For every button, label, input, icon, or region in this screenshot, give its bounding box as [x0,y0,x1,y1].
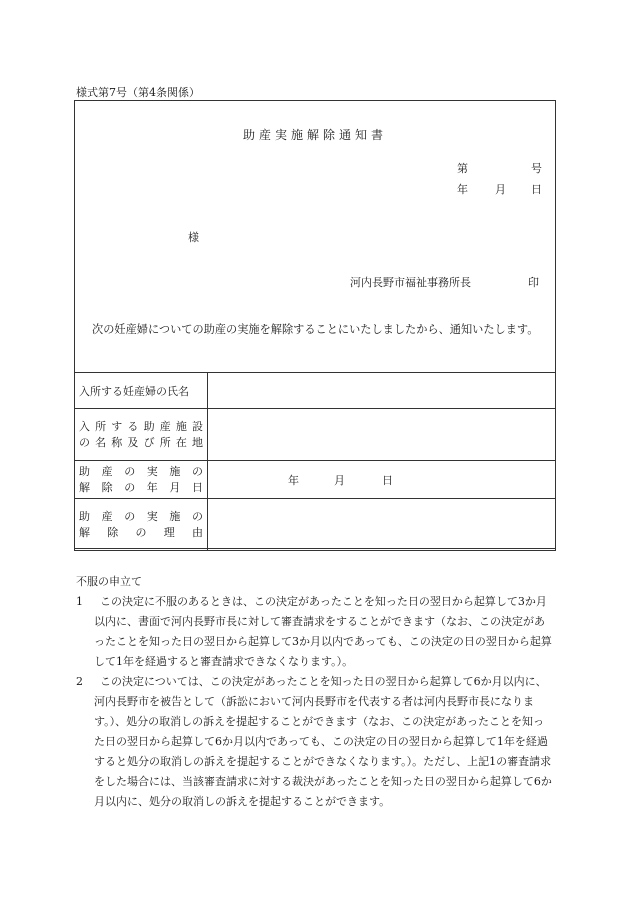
cancel-date-label-line-1: 助 産 の 実 施 の [79,464,203,478]
appeal-item-1 [76,592,554,672]
row-label-reason [75,499,208,551]
appeal-item-number: 2 [76,675,83,688]
row-value-name[interactable] [208,373,556,409]
cancel-date-month: 月 [334,473,345,487]
appeal-item-2 [76,672,554,812]
cancel-date-year: 年 [288,473,299,487]
row-label-facility [75,409,208,461]
table-row [75,409,556,461]
notice-body: 次の妊産婦についての助産の実施を解除することにいたしましたから、通知いたします。 [92,323,539,336]
row-value-facility[interactable] [208,409,556,461]
addressee-honorific: 様 [188,231,199,244]
seal-mark: 印 [528,276,539,289]
reason-label-line-1: 助 産 の 実 施 の [79,509,203,523]
table-row [75,373,556,409]
appeal-item-text: この決定については、この決定があったことを知った日の翌日から起算して6か月以内に、河内長野市を被告として（訴訟において河内長野市を代表する者は河内長野市長になります。）、処分の取消しの訴えを提起することができます（なお、この決定があったことを知った日の翌日から起算して6か月以内であっても、この決定の日の翌日から起算して1年を経過すると処分の取消しの訴えを提起することができなくなります。）。ただし、上記1の審査請求をした場合には、当該審査請求に対する裁決があったことを知った日の翌日から起算して6か月以内に、処分の取消しの訴えを提起することができます。 [94,675,552,808]
number-prefix: 第 [457,162,468,175]
row-value-reason[interactable] [208,499,556,551]
table-row [75,461,556,499]
appeal-item-number: 1 [76,595,83,608]
info-table [74,372,556,551]
date-day: 日 [531,183,542,196]
date-year: 年 [457,183,468,196]
form-label: 様式第7号（第4条関係） [76,86,200,99]
document-title: 助産実施解除通知書 [242,128,387,142]
cancel-date-label-line-2: 解 除 の 年 月 日 [79,480,203,494]
facility-label-line-2: の 名 称 及 び 所 在 地 [79,435,203,449]
row-value-cancel-date[interactable] [208,461,556,499]
reason-label-line-2: 解 除 の 理 由 [79,525,203,539]
appeal-item-text: この決定に不服のあるときは、この決定があったことを知った日の翌日から起算して3か月以内に、書面で河内長野市長に対して審査請求をすることができます（なお、この決定があったことを知った日の翌日から起算して3か月以内であっても、この決定の日の翌日から起算して1年を経過すると審査請求できなくなります。）。 [94,595,552,668]
number-suffix: 号 [531,162,542,175]
facility-label-line-1: 入 所 す る 助 産 施 設 [79,419,203,433]
date-month: 月 [495,183,506,196]
row-label-name: 入所する妊産婦の氏名 [75,373,208,409]
cancel-date-day: 日 [382,473,393,487]
table-row [75,499,556,551]
issuer-name: 河内長野市福祉事務所長 [350,276,471,289]
appeal-section [76,572,554,812]
appeal-heading: 不服の申立て [76,575,142,588]
row-label-cancel-date [75,461,208,499]
